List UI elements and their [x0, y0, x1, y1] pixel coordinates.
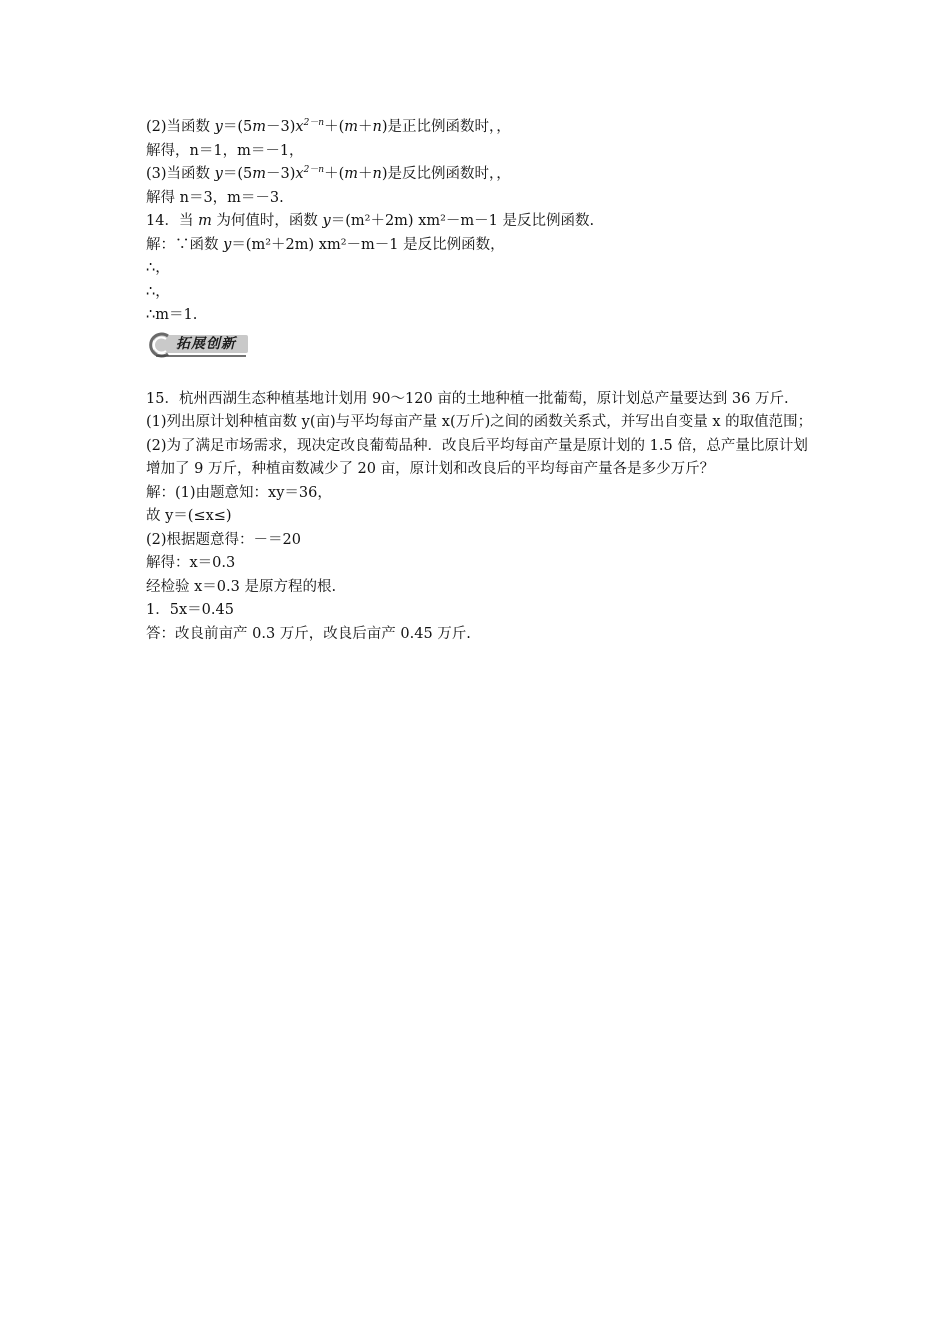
var-m: m	[344, 166, 359, 182]
q14-step-2: ∴，	[146, 283, 170, 300]
part3-solution-line: 解得 n＝3，m＝－3.	[146, 189, 284, 206]
var-n: n	[372, 166, 382, 182]
q15-answer-line-7: 答：改良前亩产 0.3 万斤，改良后亩产 0.45 万斤.	[146, 625, 471, 642]
text-segment: 解：∵函数	[146, 236, 224, 253]
text-segment: 是反比例函数，	[398, 236, 505, 253]
text-segment: ＋(	[324, 166, 345, 182]
var-m: m	[252, 166, 266, 182]
text-segment: ＝(5	[222, 166, 253, 182]
document-body	[146, 116, 816, 646]
text-segment: 为何值时，函数	[211, 213, 323, 229]
q15-answer-line-4: 解得：x＝0.3	[146, 555, 236, 571]
part2-solution-line: 解得，n＝1，m＝－1，	[146, 142, 304, 159]
q15-answer-line-5: 经检验 x＝0.3 是原方程的根.	[146, 578, 337, 595]
var-y: y	[214, 119, 223, 135]
text-segment: ＋(	[324, 119, 345, 135]
text-segment: (3)当函数	[146, 166, 215, 182]
q14-stem	[146, 210, 816, 234]
section-banner	[146, 330, 816, 360]
q15-answer-line-3: (2)根据题意得：－＝20	[146, 531, 301, 548]
var-y: y	[214, 166, 223, 182]
q14-step-1: ∴，	[146, 260, 170, 276]
var-m: m	[198, 213, 212, 229]
text-segment: －3)	[266, 166, 296, 182]
q15-part2: (2)为了满足市场需求，现决定改良葡萄品种．改良后平均每亩产量是原计划的 1.5 倍，总产量比原计划增加了 9 万斤，种植亩数减少了 20 亩，原计划和改良后的平均每亩产量各是多少万斤？	[146, 437, 808, 477]
text-segment: )是正比例函数时，，	[381, 119, 511, 135]
text-segment: ＝(5	[222, 119, 253, 135]
q15-stem: 15．杭州西湖生态种植基地计划用 90～120 亩的土地种植一批葡萄，原计划总产量要达到 36 万斤.	[146, 390, 789, 407]
function-expression: ＝(m²＋2m) xm²－m－1	[330, 213, 498, 229]
q15-answer-line-2: 故 y＝(≤x≤)	[146, 508, 232, 524]
exponent: 2－n	[303, 165, 325, 175]
text-segment: (2)当函数	[146, 119, 215, 135]
text-segment: ＋	[358, 166, 373, 182]
q14-solution-intro	[146, 234, 816, 258]
q15-answer-line-6: 1．5x＝0.45	[146, 602, 234, 618]
var-m: m	[344, 119, 359, 135]
text-segment: 是反比例函数.	[497, 213, 595, 229]
var-n: n	[372, 119, 382, 135]
function-expression: ＝(m²＋2m) xm²－m－1	[231, 236, 399, 253]
text-segment: －3)	[266, 119, 296, 135]
text-segment: 14．当	[146, 213, 199, 229]
var-y: y	[322, 213, 331, 229]
q14-step-3: ∴m＝1.	[146, 307, 198, 323]
var-y: y	[223, 236, 232, 253]
part3-condition-line	[146, 163, 816, 187]
text-segment: )是反比例函数时，，	[381, 166, 511, 182]
var-m: m	[252, 119, 266, 135]
q15-answer-line-1: 解：(1)由题意知：xy＝36，	[146, 484, 332, 501]
part2-condition-line	[146, 116, 816, 140]
banner-title: 拓展创新	[176, 335, 236, 352]
var-x: x	[295, 166, 304, 182]
text-segment: ＋	[358, 119, 373, 135]
exponent: 2－n	[303, 118, 325, 128]
q15-part1: (1)列出原计划种植亩数 y(亩)与平均每亩产量 x(万斤)之间的函数关系式，并写出自变量 x 的取值范围；	[146, 414, 813, 430]
var-x: x	[295, 119, 304, 135]
